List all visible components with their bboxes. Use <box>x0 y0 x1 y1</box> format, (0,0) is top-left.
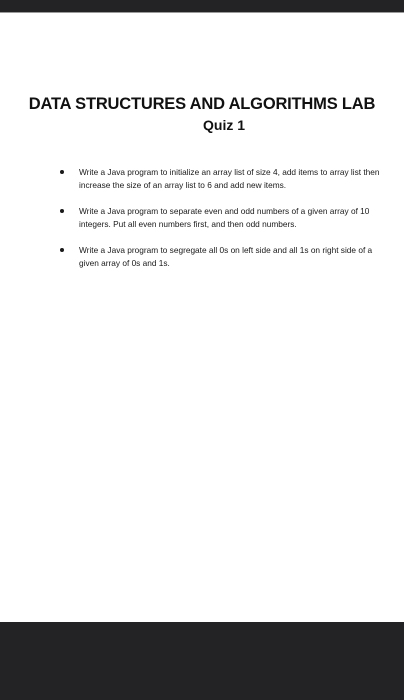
bullet-icon <box>60 209 64 213</box>
bottom-frame-bar <box>0 622 404 700</box>
task-item <box>60 244 382 269</box>
document-page <box>0 13 404 622</box>
task-item <box>60 166 382 191</box>
bullet-icon <box>60 170 64 174</box>
task-text: Write a Java program to separate even and odd numbers of a given array of 10 integers. Put all even numbers first, and then odd numbers. <box>79 206 370 229</box>
task-text: Write a Java program to segregate all 0s on left side and all 1s on right side of a given array of 0s and 1s. <box>79 245 373 268</box>
bullet-icon <box>60 248 64 252</box>
document-title: DATA STRUCTURES AND ALGORITHMS LAB <box>28 95 376 113</box>
quiz-subtitle: Quiz 1 <box>203 117 246 133</box>
top-frame-bar <box>0 0 404 12</box>
task-item <box>60 205 382 230</box>
task-list <box>60 166 382 283</box>
task-text: Write a Java program to initialize an array list of size 4, add items to array list then increase the size of an array list to 6 and add new items. <box>79 167 380 190</box>
